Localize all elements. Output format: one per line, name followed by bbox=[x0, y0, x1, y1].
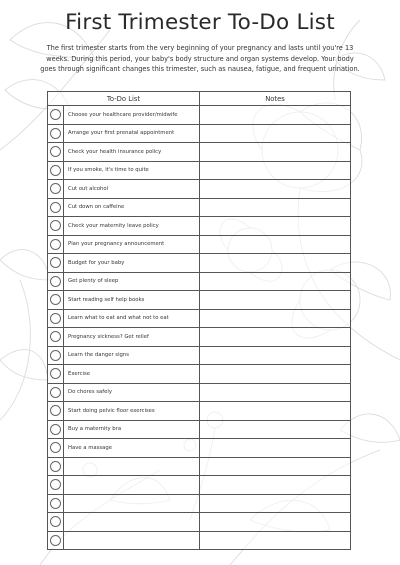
check-circle-icon[interactable] bbox=[50, 331, 61, 342]
task-cell[interactable]: Start reading self help books bbox=[64, 291, 200, 310]
task-cell[interactable]: Learn the danger signs bbox=[64, 346, 200, 365]
task-cell[interactable]: Plan your pregnancy announcement bbox=[64, 235, 200, 254]
table-row bbox=[48, 254, 351, 273]
check-circle-icon[interactable] bbox=[50, 239, 61, 250]
task-cell[interactable]: Arrange your first prenatal appointment bbox=[64, 124, 200, 143]
table-row bbox=[48, 143, 351, 162]
task-cell[interactable] bbox=[64, 494, 200, 513]
task-cell[interactable]: Learn what to eat and what not to eat bbox=[64, 309, 200, 328]
table-header-row bbox=[48, 92, 351, 106]
check-circle-icon[interactable] bbox=[50, 294, 61, 305]
check-circle-icon[interactable] bbox=[50, 165, 61, 176]
notes-cell[interactable] bbox=[200, 106, 351, 125]
table-row bbox=[48, 457, 351, 476]
checkbox-cell bbox=[48, 531, 64, 550]
checkbox-cell bbox=[48, 254, 64, 273]
table-row bbox=[48, 161, 351, 180]
intro-paragraph: The first trimester starts from the very beginning of your pregnancy and lasts until you're 13 weeks. During this period, your baby's body structure and organ systems develop. Your body goes through significant changes this trimester, such as nausea, fatigue, and frequent urination. bbox=[40, 44, 360, 74]
task-cell[interactable]: If you smoke, it's time to quite bbox=[64, 161, 200, 180]
notes-cell[interactable] bbox=[200, 365, 351, 384]
checkbox-cell bbox=[48, 309, 64, 328]
table-row bbox=[48, 439, 351, 458]
notes-cell[interactable] bbox=[200, 235, 351, 254]
checkbox-cell bbox=[48, 476, 64, 495]
check-circle-icon[interactable] bbox=[50, 387, 61, 398]
table-row bbox=[48, 476, 351, 495]
notes-cell[interactable] bbox=[200, 291, 351, 310]
notes-cell[interactable] bbox=[200, 217, 351, 236]
check-circle-icon[interactable] bbox=[50, 516, 61, 527]
task-cell[interactable]: Check your maternity leave policy bbox=[64, 217, 200, 236]
checkbox-cell bbox=[48, 272, 64, 291]
task-cell[interactable]: Buy a maternity bra bbox=[64, 420, 200, 439]
task-cell[interactable]: Get plenty of sleep bbox=[64, 272, 200, 291]
task-cell[interactable]: Exercise bbox=[64, 365, 200, 384]
check-circle-icon[interactable] bbox=[50, 128, 61, 139]
notes-cell[interactable] bbox=[200, 143, 351, 162]
table-row bbox=[48, 513, 351, 532]
check-circle-icon[interactable] bbox=[50, 146, 61, 157]
notes-cell[interactable] bbox=[200, 439, 351, 458]
task-cell[interactable]: Cut out alcohol bbox=[64, 180, 200, 199]
page-title: First Trimester To-Do List bbox=[65, 10, 335, 35]
check-circle-icon[interactable] bbox=[50, 202, 61, 213]
task-cell[interactable]: Pregnancy sickness? Get relief bbox=[64, 328, 200, 347]
table-row bbox=[48, 106, 351, 125]
task-cell[interactable]: Have a massage bbox=[64, 439, 200, 458]
notes-cell[interactable] bbox=[200, 402, 351, 421]
notes-cell[interactable] bbox=[200, 383, 351, 402]
todo-table bbox=[47, 91, 351, 550]
task-cell[interactable]: Do chores safely bbox=[64, 383, 200, 402]
table-row bbox=[48, 531, 351, 550]
table-row bbox=[48, 198, 351, 217]
notes-cell[interactable] bbox=[200, 420, 351, 439]
notes-cell[interactable] bbox=[200, 531, 351, 550]
check-circle-icon[interactable] bbox=[50, 183, 61, 194]
task-cell[interactable] bbox=[64, 531, 200, 550]
check-circle-icon[interactable] bbox=[50, 220, 61, 231]
table-row bbox=[48, 383, 351, 402]
check-circle-icon[interactable] bbox=[50, 405, 61, 416]
table-row bbox=[48, 365, 351, 384]
table-row bbox=[48, 291, 351, 310]
table-row bbox=[48, 494, 351, 513]
task-cell[interactable]: Start doing pelvic floor exercises bbox=[64, 402, 200, 421]
task-cell[interactable]: Check your health insurance policy bbox=[64, 143, 200, 162]
table-row bbox=[48, 420, 351, 439]
table-row bbox=[48, 272, 351, 291]
checkbox-cell bbox=[48, 494, 64, 513]
leaf-decoration bbox=[0, 250, 50, 280]
checkbox-cell bbox=[48, 346, 64, 365]
task-cell[interactable]: Budget for your baby bbox=[64, 254, 200, 273]
check-circle-icon[interactable] bbox=[50, 313, 61, 324]
checkbox-cell bbox=[48, 383, 64, 402]
check-circle-icon[interactable] bbox=[50, 535, 61, 546]
checkbox-cell bbox=[48, 124, 64, 143]
notes-cell[interactable] bbox=[200, 254, 351, 273]
notes-cell[interactable] bbox=[200, 457, 351, 476]
todo-column-header: To-Do List bbox=[48, 92, 200, 106]
task-cell[interactable] bbox=[64, 457, 200, 476]
checkbox-cell bbox=[48, 439, 64, 458]
notes-cell[interactable] bbox=[200, 513, 351, 532]
checkbox-cell bbox=[48, 235, 64, 254]
table-row bbox=[48, 217, 351, 236]
check-circle-icon[interactable] bbox=[50, 109, 61, 120]
notes-cell[interactable] bbox=[200, 124, 351, 143]
table-row bbox=[48, 402, 351, 421]
table-row bbox=[48, 328, 351, 347]
checkbox-cell bbox=[48, 198, 64, 217]
checkbox-cell bbox=[48, 402, 64, 421]
table-row bbox=[48, 180, 351, 199]
notes-cell[interactable] bbox=[200, 198, 351, 217]
table-row bbox=[48, 346, 351, 365]
table-row bbox=[48, 124, 351, 143]
task-cell[interactable] bbox=[64, 513, 200, 532]
check-circle-icon[interactable] bbox=[50, 498, 61, 509]
check-circle-icon[interactable] bbox=[50, 479, 61, 490]
notes-column-header: Notes bbox=[200, 92, 351, 106]
checkbox-cell bbox=[48, 457, 64, 476]
task-cell[interactable]: Cut down on caffeine bbox=[64, 198, 200, 217]
leaf-decoration bbox=[0, 350, 48, 380]
checkbox-cell bbox=[48, 365, 64, 384]
check-circle-icon[interactable] bbox=[50, 257, 61, 268]
todo-table-body bbox=[48, 106, 351, 550]
notes-cell[interactable] bbox=[200, 494, 351, 513]
checkbox-cell bbox=[48, 328, 64, 347]
notes-cell[interactable] bbox=[200, 346, 351, 365]
check-circle-icon[interactable] bbox=[50, 461, 61, 472]
checkbox-cell bbox=[48, 180, 64, 199]
check-circle-icon[interactable] bbox=[50, 368, 61, 379]
task-cell[interactable] bbox=[64, 476, 200, 495]
notes-cell[interactable] bbox=[200, 272, 351, 291]
table-row bbox=[48, 309, 351, 328]
notes-cell[interactable] bbox=[200, 476, 351, 495]
checkbox-cell bbox=[48, 217, 64, 236]
checkbox-cell bbox=[48, 420, 64, 439]
checkbox-cell bbox=[48, 161, 64, 180]
checkbox-cell bbox=[48, 291, 64, 310]
check-circle-icon[interactable] bbox=[50, 442, 61, 453]
task-cell[interactable]: Choose your healthcare provider/midwife bbox=[64, 106, 200, 125]
checkbox-cell bbox=[48, 143, 64, 162]
check-circle-icon[interactable] bbox=[50, 424, 61, 435]
checkbox-cell bbox=[48, 106, 64, 125]
checkbox-cell bbox=[48, 513, 64, 532]
table-row bbox=[48, 235, 351, 254]
notes-cell[interactable] bbox=[200, 180, 351, 199]
notes-cell[interactable] bbox=[200, 161, 351, 180]
notes-cell[interactable] bbox=[200, 309, 351, 328]
check-circle-icon[interactable] bbox=[50, 350, 61, 361]
notes-cell[interactable] bbox=[200, 328, 351, 347]
check-circle-icon[interactable] bbox=[50, 276, 61, 287]
